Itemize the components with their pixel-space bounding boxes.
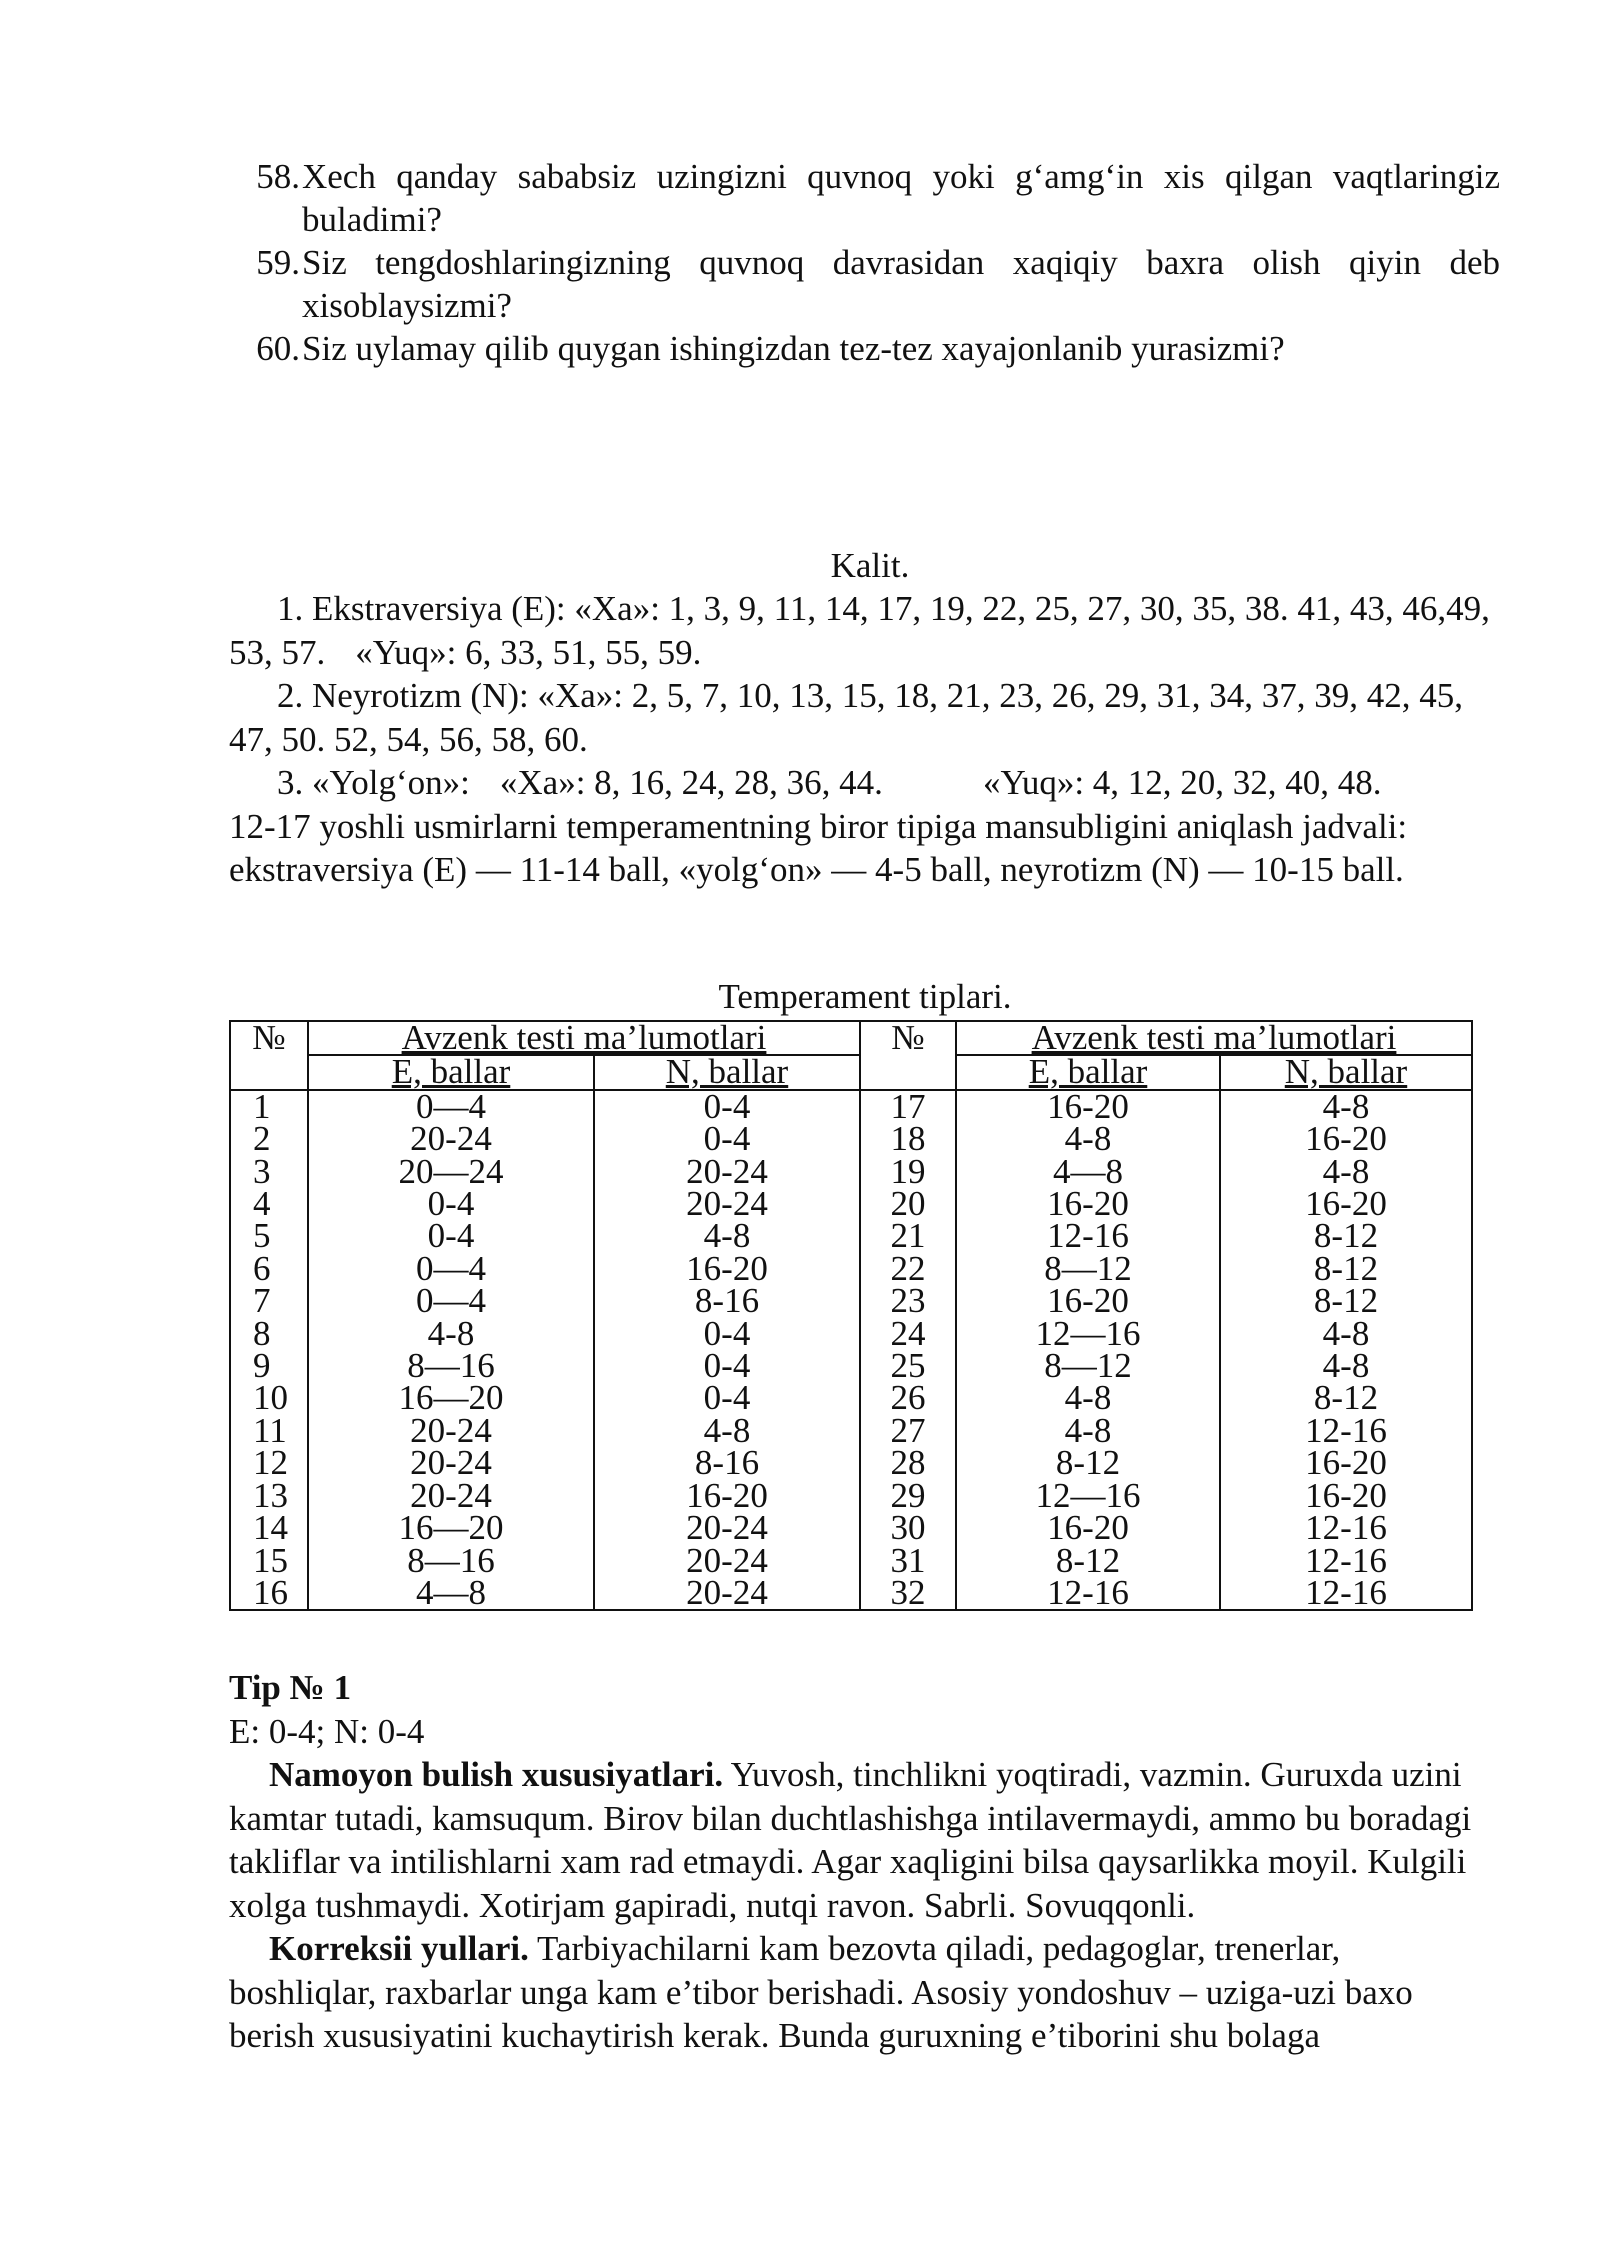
- kalit-lie-label: 3. «Yolg‘on»:: [277, 763, 470, 802]
- row-number: 20: [860, 1188, 956, 1220]
- row-e-value: 8—16: [308, 1545, 594, 1577]
- tip-manifestation-text: Yuvosh, tinchlikni yoqtiradi, vazmin. Guruxda uzini kamtar tutadi, kamsuqum. Birov bilan duchtlashishga intilavermaydi, ammo bu boradagi takliflar va intilishlarni xam rad etmaydi. Agar xaqligini bilsa qaysarlikka moyil. Kulgili xolga tushmaydi. Xotirjam gapiradi, nutqi ravon. Sabrli. Sovuqqonli.: [229, 1755, 1472, 1925]
- row-n-value: 8-16: [594, 1285, 860, 1317]
- row-n-value: 16-20: [1220, 1480, 1472, 1512]
- row-e-value: 8-12: [956, 1447, 1220, 1479]
- row-number: 26: [860, 1382, 956, 1414]
- row-number: 2: [230, 1123, 308, 1155]
- row-n-value: 0-4: [594, 1090, 860, 1123]
- row-number: 24: [860, 1318, 956, 1350]
- row-e-value: 8—12: [956, 1350, 1220, 1382]
- row-e-value: 4-8: [956, 1123, 1220, 1155]
- row-n-value: 12-16: [1220, 1415, 1472, 1447]
- row-e-value: 4-8: [956, 1382, 1220, 1414]
- question-text: Xech qanday sababsiz uzingizni quvnoq yoki g‘amg‘in xis qilgan vaqtlaringiz buladimi?: [302, 157, 1500, 239]
- tip-manifestation-label: Namoyon bulish xususiyatlari.: [269, 1755, 724, 1794]
- row-number: 6: [230, 1253, 308, 1285]
- question-text: Siz tengdoshlaringizning quvnoq davrasidan xaqiqiy baxra olish qiyin deb xisoblaysizmi?: [302, 243, 1500, 325]
- table-body: [230, 1086, 1472, 1612]
- kalit-extraversion-yes: 1. Ekstraversiya (E): «Xa»: 1, 3, 9, 11, 14, 17, 19, 22, 25, 27, 30, 35, 38. 41, 43, 46,49, 53, 57.: [229, 589, 1490, 672]
- row-number: 8: [230, 1318, 308, 1350]
- row-n-value: 0-4: [594, 1350, 860, 1382]
- row-number: 9: [230, 1350, 308, 1382]
- row-n-value: 20-24: [594, 1512, 860, 1544]
- num-header: №: [230, 1021, 308, 1090]
- row-e-value: 12-16: [956, 1577, 1220, 1610]
- tip-title: Tip № 1: [229, 1668, 352, 1707]
- row-number: 29: [860, 1480, 956, 1512]
- row-n-value: 0-4: [594, 1123, 860, 1155]
- row-n-value: 8-12: [1220, 1382, 1472, 1414]
- row-number: 28: [860, 1447, 956, 1479]
- row-n-value: 16-20: [594, 1253, 860, 1285]
- table-title: Temperament tiplari.: [718, 977, 1012, 1016]
- row-e-value: 16-20: [956, 1188, 1220, 1220]
- kalit-norms: 12-17 yoshli usmirlarni temperamentning biror tipiga mansubligini aniqlash jadvali: ekstraversiya (E) — 11-14 ball, «yolg‘on» — 4-5 ball, neyrotizm (N) — 10-15 ball.: [229, 806, 1408, 889]
- row-n-value: 20-24: [594, 1156, 860, 1188]
- tip-manifestation: [229, 1753, 1495, 1927]
- tip-correction-label: Korreksii yullari.: [269, 1929, 529, 1968]
- kalit-heading: Kalit.: [830, 546, 910, 585]
- row-e-value: 16-20: [956, 1090, 1220, 1123]
- row-e-value: 20-24: [308, 1447, 594, 1479]
- row-number: 31: [860, 1545, 956, 1577]
- table-row: [230, 1577, 1472, 1610]
- num-header: №: [860, 1021, 956, 1090]
- table-row: [230, 1382, 1472, 1414]
- tip-correction-text: Tarbiyachilarni kam bezovta qiladi, pedagoglar, trenerlar, boshliqlar, raxbarlar unga kam e’tibor berishadi. Asosiy yondoshuv – uziga-uzi baxo berish xususiyatini kuchaytirish kerak. Bunda guruxning e’tiborini shu bolaga: [229, 1929, 1413, 2055]
- row-e-value: 0—4: [308, 1253, 594, 1285]
- table-row: [230, 1285, 1472, 1317]
- row-number: 27: [860, 1415, 956, 1447]
- row-n-value: 4-8: [1220, 1156, 1472, 1188]
- row-number: 21: [860, 1220, 956, 1252]
- group-header: Avzenk testi ma’lumotlari: [308, 1021, 860, 1055]
- row-e-value: 4-8: [308, 1318, 594, 1350]
- kalit-extraversion-no: «Yuq»: 6, 33, 51, 55, 59.: [355, 632, 702, 672]
- row-n-value: 12-16: [1220, 1545, 1472, 1577]
- row-e-value: 4-8: [956, 1415, 1220, 1447]
- question-number: 59.: [256, 243, 300, 282]
- row-number: 22: [860, 1253, 956, 1285]
- row-n-value: 8-16: [594, 1447, 860, 1479]
- row-n-value: 12-16: [1220, 1512, 1472, 1544]
- question-item: [250, 155, 1500, 241]
- question-item: [250, 327, 1500, 370]
- row-e-value: 20-24: [308, 1415, 594, 1447]
- row-n-value: 8-12: [1220, 1220, 1472, 1252]
- row-n-value: 8-12: [1220, 1253, 1472, 1285]
- row-n-value: 4-8: [594, 1220, 860, 1252]
- row-e-value: 16-20: [956, 1512, 1220, 1544]
- question-text: Siz uylamay qilib quygan ishingizdan tez-tez xayajonlanib yurasizmi?: [302, 329, 1285, 368]
- row-e-value: 12—16: [956, 1318, 1220, 1350]
- temperament-table: [229, 1020, 1473, 1611]
- row-number: 12: [230, 1447, 308, 1479]
- row-n-value: 8-12: [1220, 1285, 1472, 1317]
- row-e-value: 8—12: [956, 1253, 1220, 1285]
- row-number: 30: [860, 1512, 956, 1544]
- kalit-lie-no: «Yuq»: 4, 12, 20, 32, 40, 48.: [982, 763, 1382, 802]
- tip-section: [229, 1666, 1495, 2058]
- tip-correction: [229, 1927, 1495, 2058]
- row-n-value: 12-16: [1220, 1577, 1472, 1610]
- kalit-section: [229, 587, 1495, 892]
- row-e-value: 0-4: [308, 1220, 594, 1252]
- group-header: Avzenk testi ma’lumotlari: [956, 1021, 1472, 1055]
- row-e-value: 16—20: [308, 1382, 594, 1414]
- row-e-value: 4—8: [308, 1577, 594, 1610]
- tip-scores: E: 0-4; N: 0-4: [229, 1711, 425, 1751]
- row-n-value: 0-4: [594, 1382, 860, 1414]
- row-n-value: 4-8: [594, 1415, 860, 1447]
- row-e-value: 4—8: [956, 1156, 1220, 1188]
- table-row: [230, 1447, 1472, 1479]
- kalit-extraversion: [229, 587, 1495, 674]
- row-e-value: 20—24: [308, 1156, 594, 1188]
- table-row: [230, 1188, 1472, 1220]
- row-e-value: 0-4: [308, 1188, 594, 1220]
- question-item: [250, 241, 1500, 327]
- row-e-value: 8—16: [308, 1350, 594, 1382]
- row-number: 3: [230, 1156, 308, 1188]
- row-e-value: 16—20: [308, 1512, 594, 1544]
- row-e-value: 8-12: [956, 1545, 1220, 1577]
- question-number: 60.: [256, 329, 300, 368]
- row-n-value: 4-8: [1220, 1090, 1472, 1123]
- table-row: [230, 1123, 1472, 1155]
- kalit-lie-scale: [229, 761, 1495, 805]
- row-n-value: 20-24: [594, 1577, 860, 1610]
- row-n-value: 20-24: [594, 1188, 860, 1220]
- row-number: 5: [230, 1220, 308, 1252]
- kalit-lie-yes: «Xa»: 8, 16, 24, 28, 36, 44.: [499, 763, 883, 802]
- row-number: 4: [230, 1188, 308, 1220]
- row-number: 1: [230, 1090, 308, 1123]
- row-n-value: 16-20: [1220, 1188, 1472, 1220]
- row-e-value: 0—4: [308, 1090, 594, 1123]
- col-n-header: N, ballar: [1220, 1055, 1472, 1089]
- row-number: 13: [230, 1480, 308, 1512]
- table-row: [230, 1220, 1472, 1252]
- col-n-header: N, ballar: [594, 1055, 860, 1089]
- row-number: 10: [230, 1382, 308, 1414]
- row-number: 7: [230, 1285, 308, 1317]
- row-number: 14: [230, 1512, 308, 1544]
- row-n-value: 20-24: [594, 1545, 860, 1577]
- row-number: 23: [860, 1285, 956, 1317]
- row-n-value: 0-4: [594, 1318, 860, 1350]
- question-number: 58.: [256, 157, 300, 196]
- table-row: [230, 1156, 1472, 1188]
- row-n-value: 16-20: [594, 1480, 860, 1512]
- row-number: 32: [860, 1577, 956, 1610]
- row-n-value: 4-8: [1220, 1350, 1472, 1382]
- row-e-value: 16-20: [956, 1285, 1220, 1317]
- row-number: 17: [860, 1090, 956, 1123]
- row-n-value: 4-8: [1220, 1318, 1472, 1350]
- row-e-value: 12-16: [956, 1220, 1220, 1252]
- col-e-header: E, ballar: [308, 1055, 594, 1089]
- table-row: [230, 1512, 1472, 1544]
- row-number: 11: [230, 1415, 308, 1447]
- row-n-value: 16-20: [1220, 1447, 1472, 1479]
- col-e-header: E, ballar: [956, 1055, 1220, 1089]
- row-e-value: 12—16: [956, 1480, 1220, 1512]
- row-e-value: 20-24: [308, 1480, 594, 1512]
- row-number: 25: [860, 1350, 956, 1382]
- row-number: 18: [860, 1123, 956, 1155]
- row-number: 15: [230, 1545, 308, 1577]
- row-e-value: 20-24: [308, 1123, 594, 1155]
- table-row: [230, 1090, 1472, 1123]
- row-number: 19: [860, 1156, 956, 1188]
- row-n-value: 16-20: [1220, 1123, 1472, 1155]
- kalit-neuroticism: 2. Neyrotizm (N): «Xa»: 2, 5, 7, 10, 13, 15, 18, 21, 23, 26, 29, 31, 34, 37, 39, 42, 45, 47, 50. 52, 54, 56, 58, 60.: [229, 676, 1464, 759]
- row-e-value: 0—4: [308, 1285, 594, 1317]
- row-number: 16: [230, 1577, 308, 1610]
